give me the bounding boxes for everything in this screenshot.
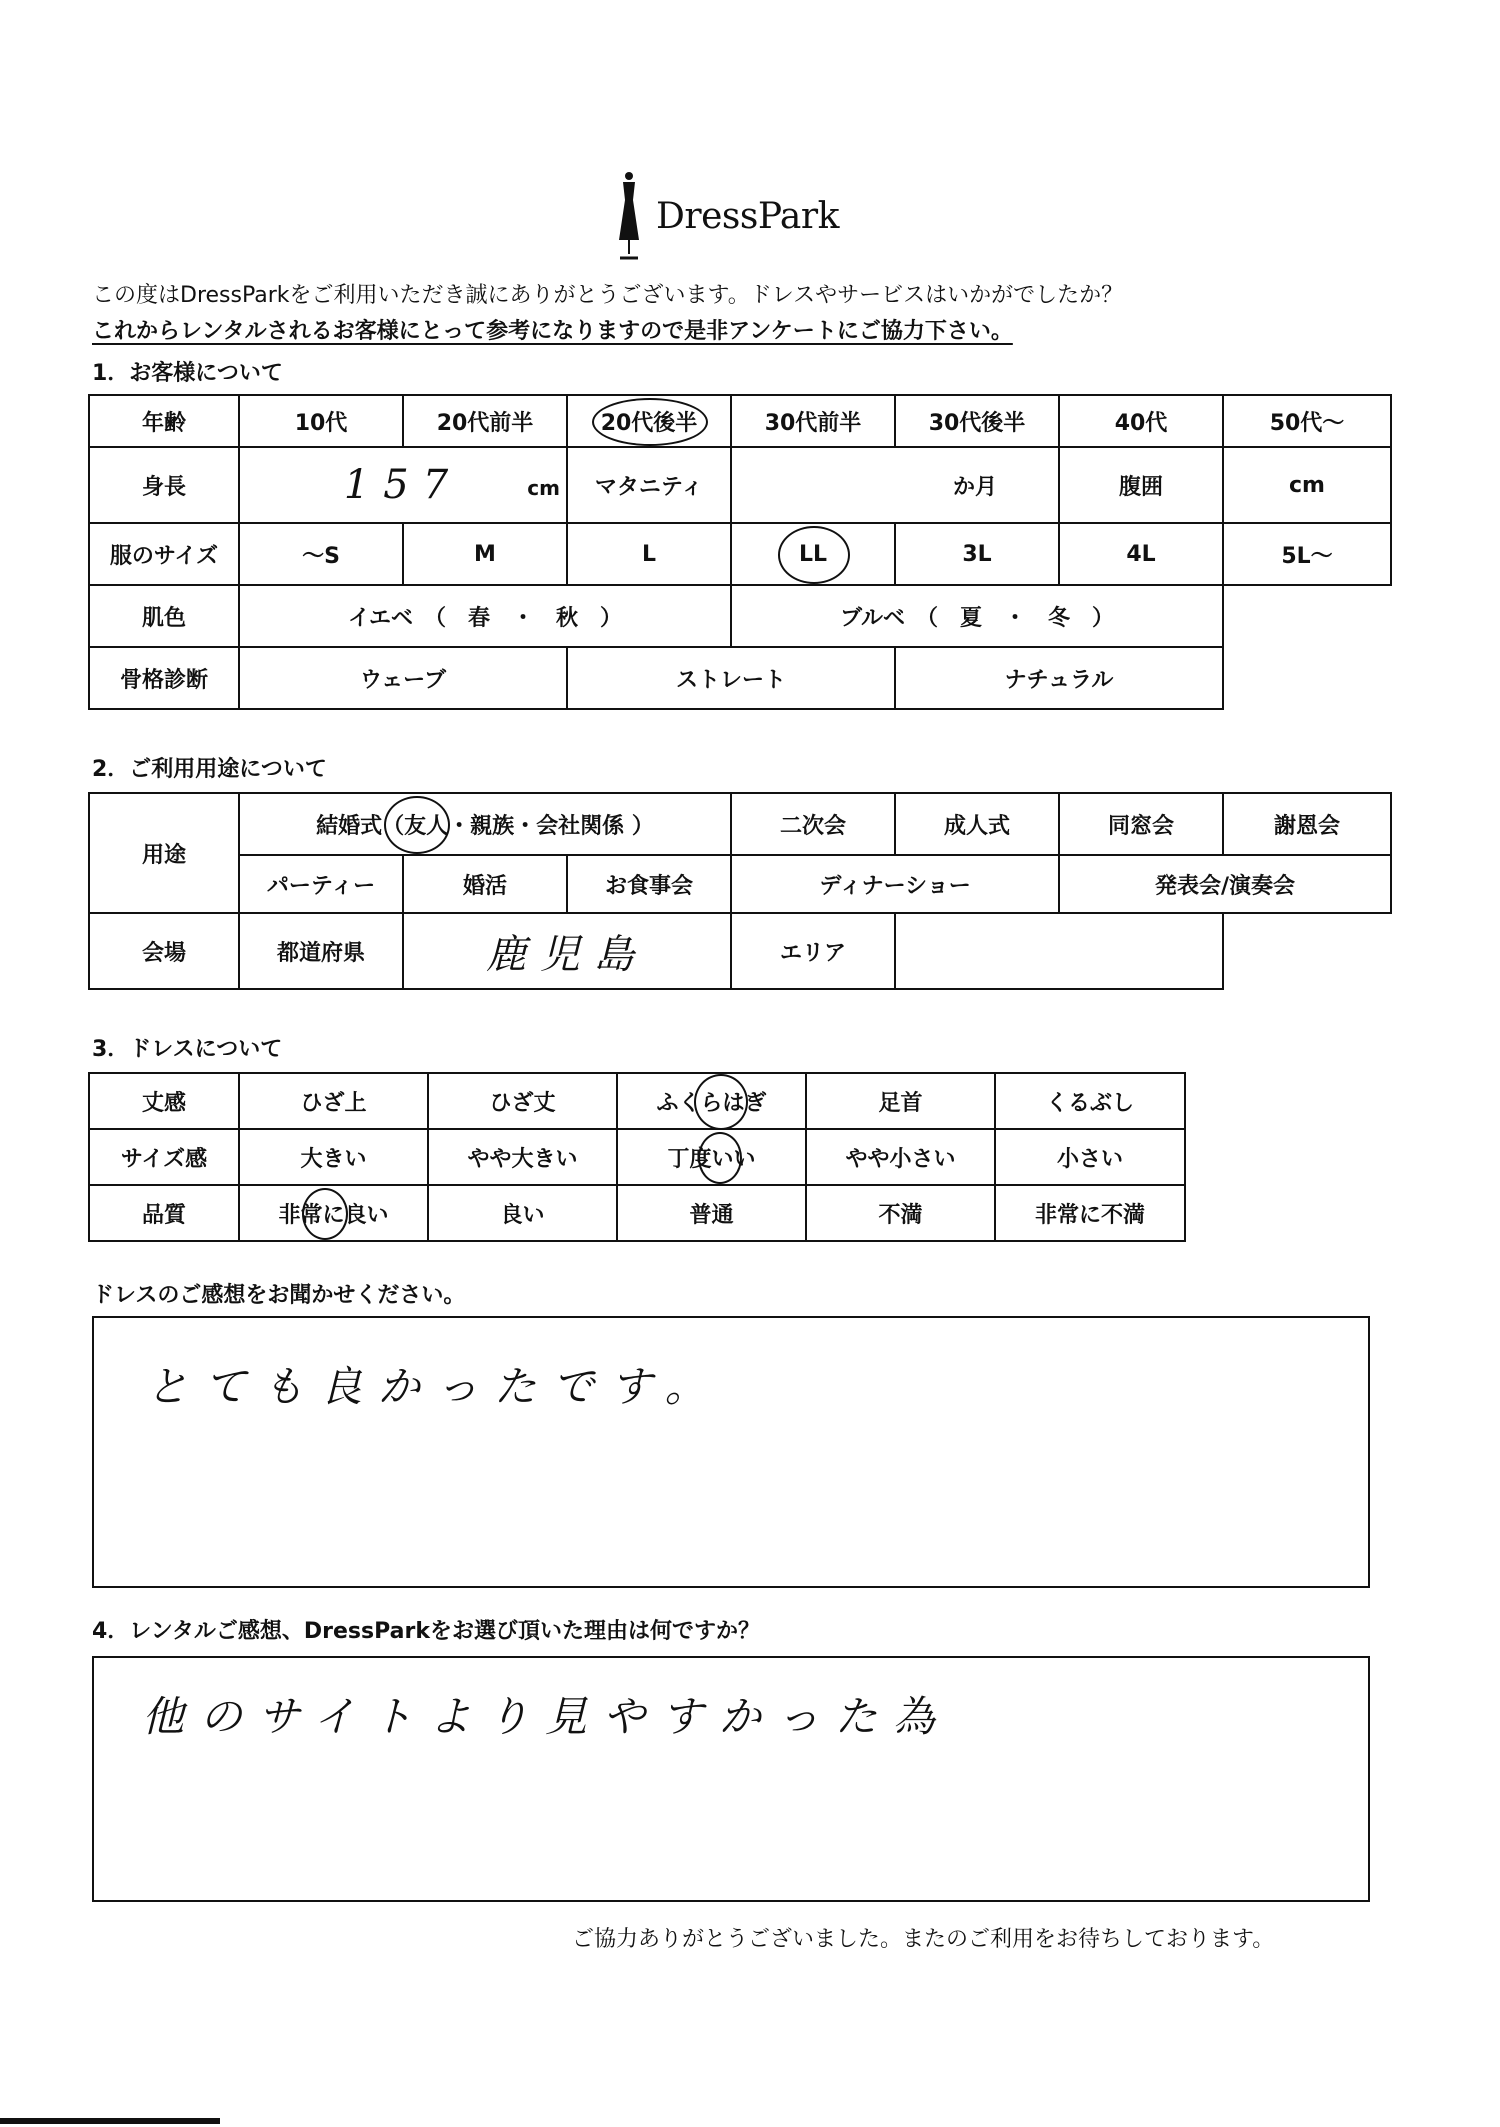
- dress-mannequin-icon: [612, 170, 646, 262]
- purpose-dinner[interactable]: お食事会: [567, 855, 731, 913]
- quality-option[interactable]: 非常に不満: [995, 1185, 1185, 1241]
- maternity-month-field[interactable]: [731, 447, 1059, 523]
- quality-option[interactable]: 普通: [617, 1185, 806, 1241]
- area-label: エリア: [731, 913, 895, 989]
- length-option[interactable]: ひざ丈: [428, 1073, 617, 1129]
- frame-label: 骨格診断: [89, 647, 239, 709]
- purpose-thanks-party[interactable]: 謝恩会: [1223, 793, 1391, 855]
- prefecture-value: 鹿児島: [486, 931, 648, 978]
- purpose-label: 用途: [89, 793, 239, 913]
- purpose-after-party[interactable]: 二次会: [731, 793, 895, 855]
- scan-edge-mark: [0, 2118, 220, 2124]
- length-option[interactable]: ひざ上: [239, 1073, 428, 1129]
- fit-option[interactable]: 小さい: [995, 1129, 1185, 1185]
- age-option[interactable]: 10代: [239, 395, 403, 447]
- size-option[interactable]: ～S: [239, 523, 403, 585]
- fit-option[interactable]: やや大きい: [428, 1129, 617, 1185]
- section-3-title: 3．ドレスについて: [92, 1037, 283, 1062]
- selection-circle: [778, 526, 850, 584]
- quality-option-label: 非常に良い: [278, 1202, 389, 1228]
- size-option-selected[interactable]: [731, 523, 895, 585]
- purpose-dinner-show[interactable]: ディナーショー: [731, 855, 1059, 913]
- reason-answer-box[interactable]: [92, 1656, 1370, 1902]
- prefecture-field[interactable]: [403, 913, 731, 989]
- age-option[interactable]: 30代前半: [731, 395, 895, 447]
- quality-option-selected[interactable]: [239, 1185, 428, 1241]
- age-option[interactable]: 40代: [1059, 395, 1223, 447]
- age-option-selected[interactable]: [567, 395, 731, 447]
- size-option[interactable]: 3L: [895, 523, 1059, 585]
- purpose-coming-of-age[interactable]: 成人式: [895, 793, 1059, 855]
- reason-answer-text: 他のサイトより見やすかった為: [142, 1692, 952, 1741]
- prefecture-label: 都道府県: [239, 913, 403, 989]
- section-4-title: 4．レンタルご感想、DressParkをお選び頂いた理由は何ですか？: [92, 1619, 760, 1644]
- age-option[interactable]: 50代～: [1223, 395, 1391, 447]
- height-unit: cm: [527, 476, 560, 500]
- frame-option[interactable]: ストレート: [567, 647, 895, 709]
- frame-option[interactable]: ウェーブ: [239, 647, 567, 709]
- length-option[interactable]: 足首: [806, 1073, 995, 1129]
- frame-option[interactable]: ナチュラル: [895, 647, 1223, 709]
- skin-label: 肌色: [89, 585, 239, 647]
- area-field[interactable]: [895, 913, 1223, 989]
- skin-option-blue[interactable]: ブルベ （ 夏 ・ 冬 ）: [731, 585, 1223, 647]
- quality-option[interactable]: 不満: [806, 1185, 995, 1241]
- section-2-title: 2．ご利用用途について: [92, 757, 327, 782]
- dresspark-logo: [612, 170, 912, 265]
- age-option[interactable]: 30代後半: [895, 395, 1059, 447]
- age-label: 年齢: [89, 395, 239, 447]
- waist-label: 腹囲: [1059, 447, 1223, 523]
- customer-info-table: [88, 394, 1392, 710]
- fit-label: サイズ感: [89, 1129, 239, 1185]
- intro-line-1: この度はDressParkをご利用いただき誠にありがとうございます。ドレスやサービスはいかがでしたか？: [92, 283, 1124, 308]
- skin-option-yellow[interactable]: イエベ （ 春 ・ 秋 ）: [239, 585, 731, 647]
- size-option[interactable]: 4L: [1059, 523, 1223, 585]
- dress-comment-label: ドレスのご感想をお聞かせください。: [92, 1283, 466, 1308]
- height-value: 157: [343, 462, 463, 508]
- maternity-label: マタニティ: [567, 447, 731, 523]
- waist-field[interactable]: [1223, 447, 1391, 523]
- length-option[interactable]: くるぶし: [995, 1073, 1185, 1129]
- dress-comment-box[interactable]: [92, 1316, 1370, 1588]
- month-label: か月: [952, 474, 997, 500]
- usage-table: [88, 792, 1392, 990]
- venue-label: 会場: [89, 913, 239, 989]
- size-label: 服のサイズ: [89, 523, 239, 585]
- height-label: 身長: [89, 447, 239, 523]
- size-option[interactable]: M: [403, 523, 567, 585]
- purpose-recital[interactable]: 発表会/演奏会: [1059, 855, 1391, 913]
- length-label: 丈感: [89, 1073, 239, 1129]
- dress-rating-table: [88, 1072, 1186, 1242]
- height-field[interactable]: [239, 447, 567, 523]
- quality-option[interactable]: 良い: [428, 1185, 617, 1241]
- fit-option[interactable]: 大きい: [239, 1129, 428, 1185]
- intro-line-2: これからレンタルされるお客様にとって参考になりますので是非アンケートにご協力下さい。: [92, 319, 1013, 344]
- purpose-party[interactable]: パーティー: [239, 855, 403, 913]
- selection-circle: [592, 398, 708, 446]
- selection-circle: [698, 1132, 742, 1184]
- length-option-label: ふくらはぎ: [656, 1090, 767, 1116]
- logo-wordmark: DressPark: [656, 196, 839, 237]
- age-option[interactable]: 20代前半: [403, 395, 567, 447]
- purpose-konkatsu[interactable]: 婚活: [403, 855, 567, 913]
- closing-message: ご協力ありがとうございました。またのご利用をお待ちしております。: [572, 1927, 1275, 1952]
- size-option[interactable]: 5L～: [1223, 523, 1391, 585]
- section-1-title: 1．お客様について: [92, 361, 283, 386]
- selection-circle: [694, 1074, 748, 1129]
- age-option-label: 20代後半: [600, 410, 698, 436]
- size-option[interactable]: L: [567, 523, 731, 585]
- size-option-label: LL: [798, 541, 828, 567]
- dress-comment-text: とても良かったです。: [146, 1362, 723, 1411]
- fit-option[interactable]: やや小さい: [806, 1129, 995, 1185]
- fit-option-selected[interactable]: [617, 1129, 806, 1185]
- purpose-wedding-label: 結婚式（友人・親族・会社関係 ）: [316, 813, 654, 839]
- fit-option-label: 丁度いい: [667, 1146, 756, 1172]
- length-option-selected[interactable]: [617, 1073, 806, 1129]
- purpose-reunion[interactable]: 同窓会: [1059, 793, 1223, 855]
- selection-circle: [384, 796, 450, 854]
- waist-unit: cm: [1289, 472, 1325, 498]
- purpose-wedding[interactable]: [239, 793, 731, 855]
- quality-label: 品質: [89, 1185, 239, 1241]
- selection-circle: [302, 1188, 348, 1240]
